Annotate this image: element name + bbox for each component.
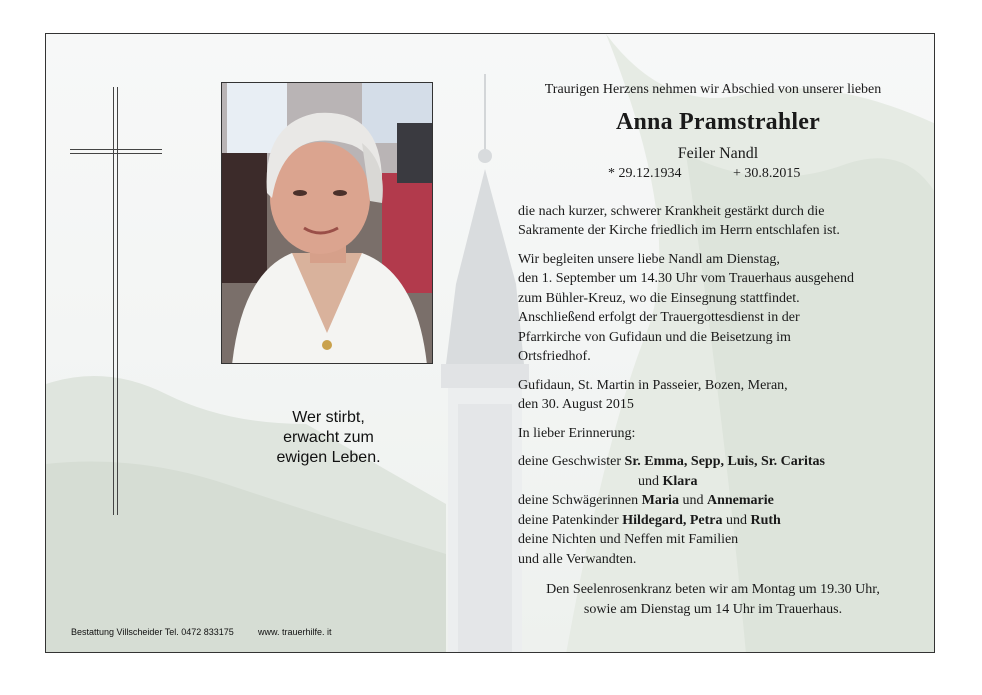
mourner-label: deine Schwägerinnen [518,493,642,508]
mourner-line-relatives: und alle Verwandten. [518,551,637,567]
memory-heading: In lieber Erinnerung: [518,425,636,441]
text-line: zum Bühler-Kreuz, wo die Einsegnung stattfindet. [518,290,800,306]
motto [251,408,406,468]
mourner-line-inlaws [518,491,918,511]
mourner-label: und [678,493,707,508]
mourner-names: Ruth [750,512,781,528]
text-line: den 1. September um 14.30 Uhr vom Trauerhaus ausgehend [518,271,854,286]
funeral-paragraph [518,250,918,367]
text-line: die nach kurzer, schwerer Krankheit gestärkt durch die [518,203,825,219]
mourner-names: Annemarie [706,493,774,508]
place-date-paragraph [518,376,918,415]
text-line: Wir begleiten unsere liebe Nandl am Dienstag, [518,251,780,267]
website-text: www. trauerhilfe. it [258,627,332,637]
mourner-line-nieces: deine Nichten und Neffen mit Familien [518,532,739,547]
deceased-name: Anna Pramstrahler [615,108,821,135]
motto-line: erwacht zum [283,429,374,446]
text-line: Ortsfriedhof. [518,349,591,364]
mourner-label: und [722,512,751,528]
birth-date: * 29.12.1934 [608,165,682,181]
nickname: Feiler Nandl [677,145,759,162]
portrait-photo [221,82,433,364]
mourner-label: deine Geschwister [518,454,625,469]
obituary-text [518,80,918,619]
rosary-notice [508,580,918,619]
mourner-line-godchildren [518,511,918,531]
text-line: Sakramente der Kirche friedlich im Herrn entschlafen ist. [518,223,840,238]
mourner-label: deine Patenkinder [518,512,623,528]
intro-text: Traurigen Herzens nehmen wir Abschied von unserer lieben [544,82,882,97]
motto-line: Wer stirbt, [292,409,365,426]
cross-symbol-bar [70,149,162,150]
cross-symbol [113,87,114,515]
obituary-card [45,33,935,653]
mourner-label: und [638,473,663,489]
text-line: Pfarrkirche von Gufidaun und die Beisetzung im [518,329,791,345]
mourner-names: Sr. Emma, Sepp, Luis, Sr. Caritas [624,454,825,469]
mourner-line-siblings [518,452,918,472]
text-line: sowie am Dienstag um 14 Uhr im Trauerhaus. [583,601,843,617]
death-date: + 30.8.2015 [733,165,801,181]
text-line: den 30. August 2015 [518,397,634,412]
mourner-names: Maria [641,493,679,508]
text-line: Gufidaun, St. Martin in Passeier, Bozen, Meran, [518,377,788,393]
mourners-list [518,452,918,569]
undertaker-contact: Bestattung Villscheider Tel. 0472 833175 [71,627,234,637]
cross-symbol-line [117,87,118,515]
mourner-names: Klara [662,473,698,489]
cross-symbol-bar [70,153,162,154]
passing-paragraph [518,202,918,241]
mourner-names: Hildegard, Petra [622,512,723,528]
motto-line: ewigen Leben. [276,449,381,466]
life-dates [518,164,918,184]
text-line: Anschließend erfolgt der Trauergottesdienst in der [518,310,800,325]
mourner-line-siblings-cont [518,472,918,492]
text-line: Den Seelenrosenkranz beten wir am Montag um 19.30 Uhr, [546,582,880,597]
